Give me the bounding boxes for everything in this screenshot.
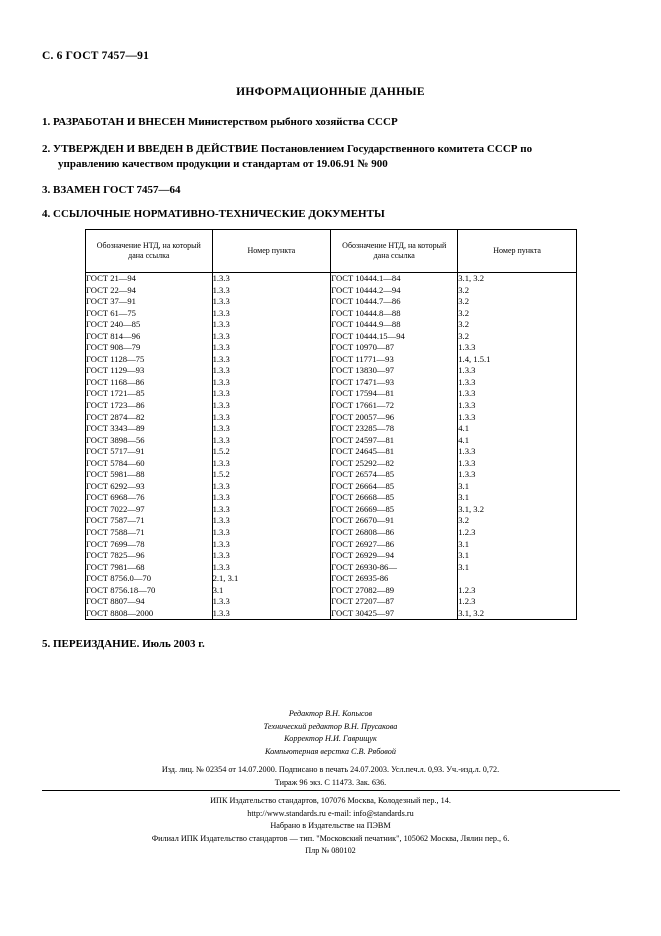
table-cell-item: 1.3.3 — [212, 307, 230, 318]
clause-3-text: ВЗАМЕН ГОСТ 7457—64 — [53, 184, 181, 196]
clause-2-text: УТВЕРЖДЕН И ВВЕДЕН В ДЕЙСТВИЕ Постановлением Государственного комитета СССР по — [53, 143, 533, 155]
table-cell-doc: ГОСТ 908—79 — [86, 342, 141, 353]
table-cell-item: 1.3.3 — [212, 480, 230, 491]
table-cell-doc: ГОСТ 8756.0—70 — [86, 573, 152, 584]
table-cell-doc: ГОСТ 24645—81 — [331, 446, 395, 457]
table-cell-item: 1.3.3 — [212, 353, 230, 364]
table-cell-doc: ГОСТ 814—96 — [86, 330, 141, 341]
table-cell-doc: ГОСТ 26930-86— — [331, 561, 397, 572]
publisher-info — [0, 795, 661, 858]
table-cell-doc: ГОСТ 13830—97 — [331, 365, 395, 376]
table-cell-item: 1.3.3 — [458, 388, 476, 399]
table-body-row — [86, 273, 577, 620]
table-cell-item: 1.5.2 — [212, 446, 230, 457]
table-cell-item: 1.3.3 — [458, 365, 476, 376]
table-cell-doc: ГОСТ 27082—89 — [331, 584, 395, 595]
colophon-editor: Редактор В.Н. Копысов — [288, 709, 373, 718]
table-cell-doc: ГОСТ 7699—78 — [86, 538, 145, 549]
divider — [42, 790, 620, 791]
table-cell-doc: ГОСТ 8807—94 — [86, 596, 145, 607]
table-cell-doc: ГОСТ 8756.18—70 — [86, 584, 156, 595]
table-cell-doc: ГОСТ 7588—71 — [86, 527, 145, 538]
table-cell-item: 1.3.3 — [458, 457, 476, 468]
reissue-note: 5. ПЕРЕИЗДАНИЕ. Июль 2003 г. — [42, 638, 205, 650]
table-cell-doc: ГОСТ 26935-86 — [331, 573, 389, 584]
table-cell-doc: ГОСТ 30425—97 — [331, 607, 395, 618]
table-cell-doc: ГОСТ 7022—97 — [86, 503, 145, 514]
table-cell-doc: ГОСТ 24597—81 — [331, 434, 395, 445]
colophon-technical-editor: Технический редактор В.Н. Прусакова — [263, 721, 398, 731]
table-cell-item — [458, 573, 576, 585]
table-cell-item: 1.3.3 — [212, 400, 230, 411]
table-cell-item: 1.3.3 — [212, 457, 230, 468]
table-cell-item: 3.1 — [458, 480, 469, 491]
table-cell-doc: ГОСТ 10444.7—86 — [331, 296, 401, 307]
table-cell-doc: ГОСТ 26574—85 — [331, 469, 395, 480]
table-cell-doc: ГОСТ 17594—81 — [331, 388, 395, 399]
page-header: С. 6 ГОСТ 7457—91 — [42, 50, 150, 62]
table-cell-doc: ГОСТ 26669—85 — [331, 503, 395, 514]
table-cell-item: 3.1 — [458, 492, 469, 503]
table-cell-item: 1.3.3 — [212, 515, 230, 526]
table-cell-item: 1.3.3 — [212, 538, 230, 549]
table-cell-doc: ГОСТ 10444.8—88 — [331, 307, 401, 318]
table-cell-doc: ГОСТ 6292—93 — [86, 480, 145, 491]
table-cell-doc: ГОСТ 17471—93 — [331, 376, 395, 387]
table-cell-item: 3.1 — [458, 550, 469, 561]
publisher-web: http://www.standards.ru e-mail: info@standards.ru — [247, 808, 414, 818]
table-cell-doc: ГОСТ 11771—93 — [331, 353, 394, 364]
page-title: ИНФОРМАЦИОННЫЕ ДАННЫЕ — [236, 86, 425, 98]
table-cell-doc: ГОСТ 240—85 — [86, 319, 141, 330]
table-cell-item: 2.1, 3.1 — [212, 573, 239, 584]
table-cell-doc: ГОСТ 3898—56 — [86, 434, 145, 445]
list-doc-left — [86, 273, 212, 619]
table-cell-item: 3.1 — [458, 561, 469, 572]
column-header-doc-left: Обозначение НТД, на который дана ссылка — [86, 230, 213, 273]
table-cell-item: 1.5.2 — [212, 469, 230, 480]
table-cell-doc: ГОСТ 7981—68 — [86, 561, 145, 572]
table-cell-item: 1.3.3 — [458, 342, 476, 353]
colophon-corrector: Корректор Н.И. Гаврищук — [284, 734, 377, 743]
table-cell-doc: ГОСТ 25292—82 — [331, 457, 395, 468]
table-cell-doc: ГОСТ 10444.9—88 — [331, 319, 401, 330]
table-cell-doc: ГОСТ 10444.2—94 — [331, 284, 401, 295]
table-cell-doc: ГОСТ 3343—89 — [86, 423, 145, 434]
clause-2-number: 2. — [42, 143, 51, 155]
table-cell-doc: ГОСТ 1128—75 — [86, 353, 145, 364]
imprint-line-1: Изд. лиц. № 02354 от 14.07.2000. Подписано в печать 24.07.2003. Усл.печ.л. 0,93. Уч.-изд.л. 0,72. — [161, 765, 500, 774]
imprint-line-2: Тираж 96 экз. С 11473. Зак. 636. — [274, 777, 387, 787]
table-cell-doc: ГОСТ 26929—94 — [331, 550, 395, 561]
clause-4 — [42, 207, 620, 222]
table-cell-doc: ГОСТ 26668—85 — [331, 492, 395, 503]
clause-4-text: ССЫЛОЧНЫЕ НОРМАТИВНО-ТЕХНИЧЕСКИЕ ДОКУМЕНТЫ — [53, 208, 385, 220]
clause-3 — [42, 183, 620, 198]
table-cell-item: 1.3.3 — [458, 446, 476, 457]
table-cell-item: 1.3.3 — [458, 469, 476, 480]
table-cell-doc: ГОСТ 10444.15—94 — [331, 330, 405, 341]
table-cell-doc: ГОСТ 26808—86 — [331, 527, 395, 538]
table-cell-item: 1.3.3 — [458, 400, 476, 411]
table-cell-doc: ГОСТ 7587—71 — [86, 515, 145, 526]
table-cell-item: 1.3.3 — [212, 527, 230, 538]
table-cell-doc: ГОСТ 8808—2000 — [86, 607, 154, 618]
table-cell-doc: ГОСТ 22—94 — [86, 284, 136, 295]
table-cell-item: 1.3.3 — [212, 319, 230, 330]
table-cell-item: 3.1 — [212, 584, 224, 595]
table-cell-item: 1.2.3 — [458, 584, 476, 595]
column-header-item-right: Номер пункта — [458, 230, 577, 273]
table-cell-doc: ГОСТ 1168—86 — [86, 376, 145, 387]
table-cell-doc: ГОСТ 1723—86 — [86, 400, 145, 411]
clause-1-number: 1. — [42, 116, 51, 128]
publisher-branch: Филиал ИПК Издательство стандартов — тип. "Московский печатник", 105062 Москва, Лялин пер., 6. — [151, 833, 510, 843]
clause-2 — [42, 142, 620, 172]
table-cell-item: 1.3.3 — [212, 561, 230, 572]
table-cell-item: 3.1, 3.2 — [458, 273, 485, 283]
publisher-address: ИПК Издательство стандартов, 107076 Москва, Колодезный пер., 14. — [210, 796, 451, 805]
table-cell-item: 1.3.3 — [212, 434, 230, 445]
table-cell-item: 3.2 — [458, 307, 469, 318]
clause-4-number: 4. — [42, 208, 51, 220]
table-cell-item: 1.3.3 — [212, 365, 230, 376]
clause-3-number: 3. — [42, 184, 51, 196]
table-cell-doc: ГОСТ 7825—96 — [86, 550, 145, 561]
table-cell-doc: ГОСТ 10444.1—84 — [331, 273, 401, 283]
imprint — [0, 764, 661, 789]
table-cell-doc: ГОСТ 17661—72 — [331, 400, 395, 411]
table-cell-item: 1.3.3 — [212, 607, 230, 618]
clause-1-text: РАЗРАБОТАН И ВНЕСЕН Министерством рыбного хозяйства СССР — [53, 116, 398, 128]
table-cell-item: 3.2 — [458, 330, 469, 341]
table-cell-item: 1.2.3 — [458, 596, 476, 607]
table-cell-doc: ГОСТ 5981—88 — [86, 469, 145, 480]
clause-1 — [42, 115, 620, 130]
table-cell-item: 1.3.3 — [212, 296, 230, 307]
table-cell-item: 1.3.3 — [212, 550, 230, 561]
table-cell-doc: ГОСТ 6968—76 — [86, 492, 145, 503]
table-cell-doc: ГОСТ 20057—96 — [331, 411, 395, 422]
cell-item-left — [212, 273, 331, 620]
column-header-doc-right: Обозначение НТД, на который дана ссылка — [331, 230, 458, 273]
cell-doc-left — [86, 273, 213, 620]
table-cell-item: 1.3.3 — [212, 330, 230, 341]
colophon — [0, 708, 661, 758]
publisher-plr: Плр № 080102 — [305, 846, 356, 856]
table-cell-item: 1.3.3 — [212, 284, 230, 295]
publisher-typeset: Набрано в Издательстве на ПЭВМ — [270, 821, 391, 831]
table-cell-item: 1.3.3 — [212, 376, 230, 387]
table-cell-item: 1.3.3 — [212, 596, 230, 607]
table-cell-item: 1.3.3 — [212, 342, 230, 353]
table-cell-item: 1.3.3 — [212, 492, 230, 503]
table-cell-item: 3.2 — [458, 319, 469, 330]
table-cell-doc: ГОСТ 2874—82 — [86, 411, 145, 422]
table-cell-doc: ГОСТ 5717—91 — [86, 446, 145, 457]
table-cell-doc: ГОСТ 5784—60 — [86, 457, 145, 468]
clause-2-text-line2: управлению качеством продукции и стандартам от 19.06.91 № 900 — [58, 157, 388, 170]
table-cell-item: 1.3.3 — [212, 411, 230, 422]
table-header-row — [86, 230, 577, 273]
reference-documents-table — [85, 229, 577, 620]
table-cell-doc: ГОСТ 1721—85 — [86, 388, 145, 399]
table-cell-item: 1.3.3 — [212, 388, 230, 399]
table-cell-item: 3.1, 3.2 — [458, 607, 485, 618]
table-cell-item: 1.3.3 — [212, 273, 230, 283]
cell-item-right — [458, 273, 577, 620]
table-cell-item: 3.2 — [458, 515, 469, 526]
table-cell-item: 3.2 — [458, 296, 469, 307]
table-cell-doc: ГОСТ 1129—93 — [86, 365, 145, 376]
list-item-left — [213, 273, 331, 619]
table-cell-doc: ГОСТ 61—75 — [86, 307, 136, 318]
list-item-right — [458, 273, 576, 619]
table-cell-doc: ГОСТ 37—91 — [86, 296, 136, 307]
table-cell-doc: ГОСТ 27207—87 — [331, 596, 395, 607]
table-cell-doc: ГОСТ 26670—91 — [331, 515, 395, 526]
table-cell-doc: ГОСТ 21—94 — [86, 273, 136, 283]
table-cell-doc: ГОСТ 26927—86 — [331, 538, 395, 549]
table-cell-item: 3.1, 3.2 — [458, 503, 485, 514]
table-cell-item: 1.3.3 — [212, 423, 230, 434]
table-cell-doc: ГОСТ 26664—85 — [331, 480, 395, 491]
table-cell-item: 1.3.3 — [458, 376, 476, 387]
column-header-item-left: Номер пункта — [212, 230, 331, 273]
colophon-layout: Компьютерная верстка С.В. Рябовой — [265, 746, 396, 756]
table-cell-doc: ГОСТ 23285—78 — [331, 423, 395, 434]
table-cell-item: 1.3.3 — [458, 411, 476, 422]
table-cell-item: 3.1 — [458, 538, 469, 549]
table-cell-item: 4.1 — [458, 434, 469, 445]
table-cell-item: 3.2 — [458, 284, 469, 295]
table-cell-item: 4.1 — [458, 423, 469, 434]
table-cell-item: 1.4, 1.5.1 — [458, 353, 491, 364]
table-cell-doc: ГОСТ 10970—87 — [331, 342, 395, 353]
table-cell-item: 1.2.3 — [458, 527, 476, 538]
list-doc-right — [331, 273, 457, 619]
cell-doc-right — [331, 273, 458, 620]
table-cell-item: 1.3.3 — [212, 503, 230, 514]
